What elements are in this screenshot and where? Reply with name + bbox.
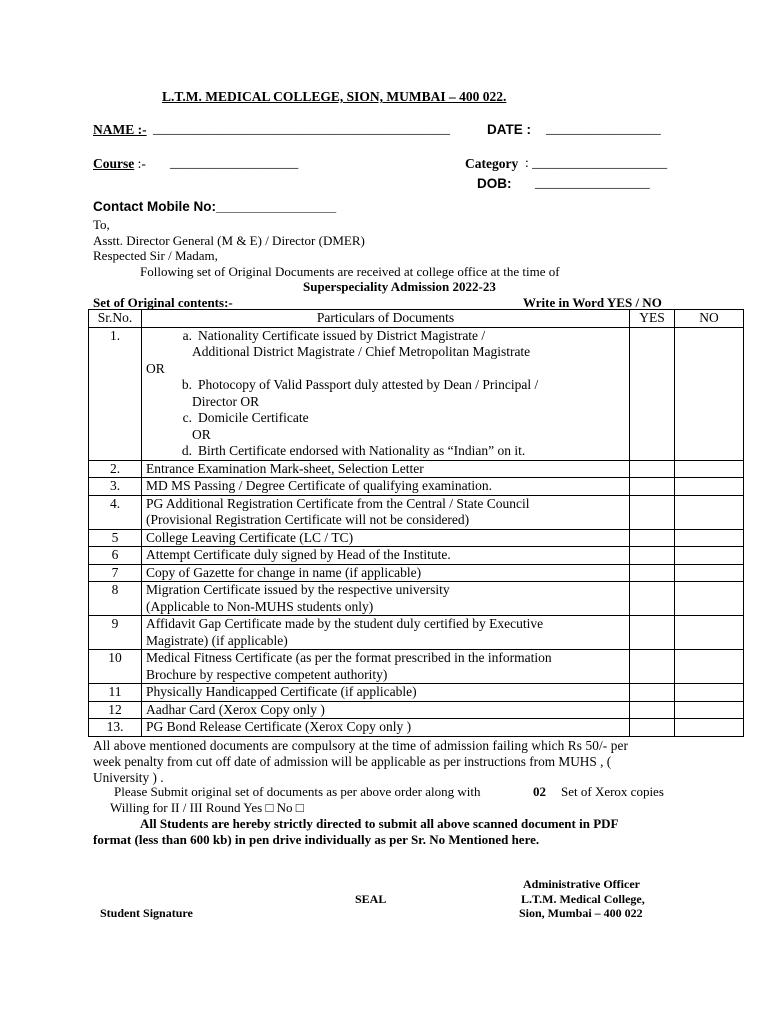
particulars-cell	[142, 582, 630, 616]
particulars-cell	[142, 478, 630, 496]
item-d: d. Birth Certificate endorsed with Nationality as “Indian” on it.	[181, 443, 526, 458]
yes-cell[interactable]	[630, 495, 675, 529]
yes-cell[interactable]	[630, 582, 675, 616]
yes-cell[interactable]	[630, 719, 675, 737]
officer-college: L.T.M. Medical College,	[521, 892, 645, 906]
yes-cell[interactable]	[630, 701, 675, 719]
particulars-cell	[142, 529, 630, 547]
particulars-cell	[142, 684, 630, 702]
particulars-line: Physically Handicapped Certificate (if applicable)	[146, 684, 417, 699]
table-header-row	[89, 310, 744, 328]
yes-cell[interactable]	[630, 684, 675, 702]
no-cell[interactable]	[675, 701, 744, 719]
yes-cell[interactable]	[630, 327, 675, 460]
no-cell[interactable]	[675, 529, 744, 547]
particulars-line: Aadhar Card (Xerox Copy only )	[146, 701, 325, 717]
submit-text: Please Submit original set of documents as per above order along with	[114, 784, 481, 799]
particulars-cell	[142, 616, 630, 650]
no-cell[interactable]	[675, 650, 744, 684]
particulars-cell	[142, 327, 630, 460]
table-row	[89, 564, 744, 582]
course-label-group	[93, 156, 146, 172]
sr-cell: 1.	[89, 327, 142, 460]
sr-cell: 4.	[89, 495, 142, 529]
particulars-cell	[142, 719, 630, 737]
particulars-line: PG Additional Registration Certificate from the Central / State Council	[146, 495, 530, 511]
officer-title: Administrative Officer	[523, 877, 640, 891]
table-row	[89, 650, 744, 684]
particulars-cell	[142, 547, 630, 565]
salutation: Respected Sir / Madam,	[93, 248, 218, 263]
sr-cell: 3.	[89, 478, 142, 496]
sr-cell: 9	[89, 616, 142, 650]
particulars-line: Entrance Examination Mark-sheet, Selection Letter	[146, 460, 424, 476]
name-field[interactable]: ____________________________________________	[153, 121, 450, 136]
particulars-line: College Leaving Certificate (LC / TC)	[146, 529, 354, 545]
table-row	[89, 616, 744, 650]
sr-cell: 6	[89, 547, 142, 565]
particulars-cell	[142, 650, 630, 684]
admission-title: Superspeciality Admission 2022-23	[303, 279, 496, 294]
course-field[interactable]: ___________________	[170, 155, 299, 170]
item-b-cont: Director OR	[192, 393, 260, 409]
particulars-line: Affidavit Gap Certificate made by the student duly certified by Executive	[146, 616, 544, 631]
table-row	[89, 582, 744, 616]
officer-address: Sion, Mumbai – 400 022	[519, 906, 643, 920]
student-signature-label: Student Signature	[100, 906, 193, 920]
particulars-line: MD MS Passing / Degree Certificate of qualifying examination.	[146, 478, 493, 493]
table-row	[89, 701, 744, 719]
particulars-line: Attempt Certificate duly signed by Head of the Institute.	[146, 547, 451, 562]
particulars-line: (Applicable to Non-MUHS students only)	[146, 598, 374, 614]
particulars-line: PG Bond Release Certificate (Xerox Copy only )	[146, 719, 412, 734]
no-cell[interactable]	[675, 564, 744, 582]
header-sr: Sr.No.	[89, 310, 142, 328]
seal-label: SEAL	[355, 892, 387, 906]
no-cell[interactable]	[675, 616, 744, 650]
mobile-field[interactable]: Contact Mobile No:________________	[93, 199, 337, 214]
particulars-line: Migration Certificate issued by the respective university	[146, 582, 450, 597]
item-c: c. Domicile Certificate	[182, 410, 309, 425]
sr-cell: 12	[89, 701, 142, 719]
table-row	[89, 327, 744, 460]
dob-field[interactable]: _________________	[535, 175, 650, 190]
sr-cell: 7	[89, 564, 142, 582]
yes-cell[interactable]	[630, 478, 675, 496]
particulars-cell	[142, 564, 630, 582]
set-label: Set of Original contents:-	[93, 295, 233, 310]
willing-round[interactable]: Willing for II / III Round Yes □ No □	[110, 800, 304, 815]
directive-line-1: All Students are hereby strictly directed to submit all above scanned document in PDF	[140, 816, 619, 831]
particulars-line: Medical Fitness Certificate (as per the format prescribed in the information	[146, 650, 552, 665]
compulsory-note-2: week penalty from cut off date of admission will be applicable as per instructions from MUHS , (	[93, 754, 612, 769]
sr-cell: 13.	[89, 719, 142, 737]
sr-cell: 8	[89, 582, 142, 616]
item-b: b. Photocopy of Valid Passport duly attested by Dean / Principal /	[181, 377, 539, 392]
intro-text: Following set of Original Documents are received at college office at the time of	[140, 264, 560, 279]
to-line: To,	[93, 217, 110, 232]
documents-table	[88, 309, 744, 737]
header-yes: YES	[630, 310, 675, 328]
yes-cell[interactable]	[630, 564, 675, 582]
particulars-line: Magistrate) (if applicable)	[146, 632, 288, 648]
no-cell[interactable]	[675, 478, 744, 496]
sr-cell: 5	[89, 529, 142, 547]
no-cell[interactable]	[675, 582, 744, 616]
category-label: Category	[465, 156, 519, 171]
no-cell[interactable]	[675, 495, 744, 529]
table-row	[89, 529, 744, 547]
table-row	[89, 547, 744, 565]
table-row	[89, 719, 744, 737]
table-row	[89, 684, 744, 702]
yes-cell[interactable]	[630, 460, 675, 478]
particulars-cell	[142, 460, 630, 478]
header-particulars: Particulars of Documents	[142, 310, 630, 328]
no-cell[interactable]	[675, 684, 744, 702]
compulsory-note-3: University ) .	[93, 770, 164, 785]
no-cell[interactable]	[675, 327, 744, 460]
date-label: DATE :	[487, 122, 531, 137]
particulars-line: Copy of Gazette for change in name (if applicable)	[146, 564, 422, 580]
item-a: a. Nationality Certificate issued by District Magistrate /	[182, 327, 486, 343]
particulars-line: (Provisional Registration Certificate will not be considered)	[146, 512, 470, 527]
college-title: L.T.M. MEDICAL COLLEGE, SION, MUMBAI – 400 022.	[162, 89, 507, 104]
dob-label: DOB:	[477, 176, 512, 191]
sr-cell: 2.	[89, 460, 142, 478]
no-cell[interactable]	[675, 460, 744, 478]
table-row	[89, 495, 744, 529]
addressee: Asstt. Director General (M & E) / Director (DMER)	[93, 233, 365, 248]
or-text: OR	[192, 426, 211, 442]
particulars-cell	[142, 701, 630, 719]
header-no: NO	[675, 310, 744, 328]
compulsory-note-1: All above mentioned documents are compulsory at the time of admission failing which Rs 50/- per	[93, 738, 628, 753]
yes-cell[interactable]	[630, 616, 675, 650]
course-label: Course	[93, 156, 135, 171]
item-a-cont: Additional District Magistrate / Chief Metropolitan Magistrate	[192, 344, 531, 359]
yes-cell[interactable]	[630, 650, 675, 684]
or-text: OR	[146, 360, 165, 376]
sr-cell: 11	[89, 684, 142, 702]
no-cell[interactable]	[675, 547, 744, 565]
sr-cell: 10	[89, 650, 142, 684]
directive-line-2: format (less than 600 kb) in pen drive individually as per Sr. No Mentioned here.	[93, 832, 540, 847]
table-row	[89, 460, 744, 478]
xerox-count: 02	[533, 784, 546, 799]
particulars-cell	[142, 495, 630, 529]
write-label: Write in Word YES / NO	[523, 295, 662, 310]
category-field[interactable]: : ____________________	[525, 155, 668, 170]
table-row	[89, 478, 744, 496]
name-label: NAME :-	[93, 122, 147, 137]
xerox-text: Set of Xerox copies	[561, 784, 664, 799]
no-cell[interactable]	[675, 719, 744, 737]
course-colon: :-	[137, 156, 146, 171]
yes-cell[interactable]	[630, 547, 675, 565]
yes-cell[interactable]	[630, 529, 675, 547]
particulars-line: Brochure by respective competent authority)	[146, 666, 388, 682]
date-field[interactable]: _________________	[546, 121, 661, 136]
